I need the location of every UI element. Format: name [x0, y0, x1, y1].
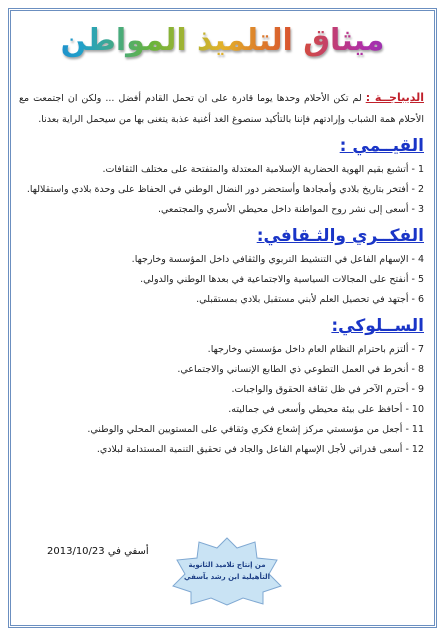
list-item: 7 - ألتزم باحترام النظام العام داخل مؤسستي وخارجها.: [207, 344, 424, 355]
credit-stamp: [171, 536, 283, 606]
page-title: ميثاق التلميذ المواطن: [11, 23, 434, 58]
section-heading-intellectual: الفكــري والثـقافي:: [256, 226, 424, 246]
stamp-text: [171, 536, 283, 606]
stamp-line-1: من إنتاج تلاميذ الثانوية: [188, 561, 266, 569]
preamble-label: الديباجــة :: [365, 91, 424, 104]
list-item: 3 - أسعى إلى نشر روح المواطنة داخل محيطي الأسري والمجتمعي.: [157, 204, 424, 215]
list-item: 5 - أنفتح على المجالات السياسية والاجتماعية في بعدها الوطني والدولي.: [140, 274, 424, 285]
list-item: 1 - أتشبع بقيم الهوية الحضارية الإسلامية المعتدلة والمتفتحة على مختلف الثقافات.: [102, 164, 424, 175]
document-date: أسفي في 2013/10/23: [47, 546, 149, 557]
list-item: 12 - أسعى قدراتي لأجل الإسهام الفاعل والجاد في تحقيق التنمية المستدامة لبلادي.: [96, 444, 424, 455]
list-item: 10 - أحافظ على بيئة محيطي وأسعى في جماليته.: [228, 404, 424, 415]
charter-body: [19, 87, 424, 460]
preamble: [19, 87, 424, 130]
list-item: 2 - أفتخر بتاريخ بلادي وأمجادها وأستحضر دور النضال الوطني في الحفاظ على وحدة بلادي واستقلالها.: [26, 184, 424, 195]
list-item: 11 - أجعل من مؤسستي مركز إشعاع فكري وثقافي على المستويين المحلي والوطني.: [87, 424, 424, 435]
list-item: 9 - أحترم الآخر في ظل ثقافة الحقوق والواجبات.: [231, 384, 424, 395]
section-heading-behavioral: الســلوكي:: [331, 316, 424, 336]
stamp-line-2: التأهيلية ابن رشد بآسفي: [183, 573, 271, 581]
preamble-text: لم تكن الأحلام وحدها يوما قادرة على ان تحمل القادم أفضل ... ولكن ان اجتمعت مع الأحلام همة الشباب وإرادتهم فإننا بالتأكيد سنصوغ الغد أغنية عذبة يتغنى بها من سيحمل الراية بعدنا.: [19, 93, 424, 125]
list-item: 8 - أنخرط في العمل التطوعي ذي الطابع الإنساني والاجتماعي.: [177, 364, 424, 375]
section-heading-values: القيــمي :: [339, 136, 424, 156]
list-item: 4 - الإسهام الفاعل في التنشيط التربوي والثقافي داخل المؤسسة وخارجها.: [131, 254, 424, 265]
document-page: [8, 8, 437, 628]
list-item: 6 - أجتهد في تحصيل العلم لأبني مستقبل بلادي بمستقبلي.: [196, 294, 424, 305]
